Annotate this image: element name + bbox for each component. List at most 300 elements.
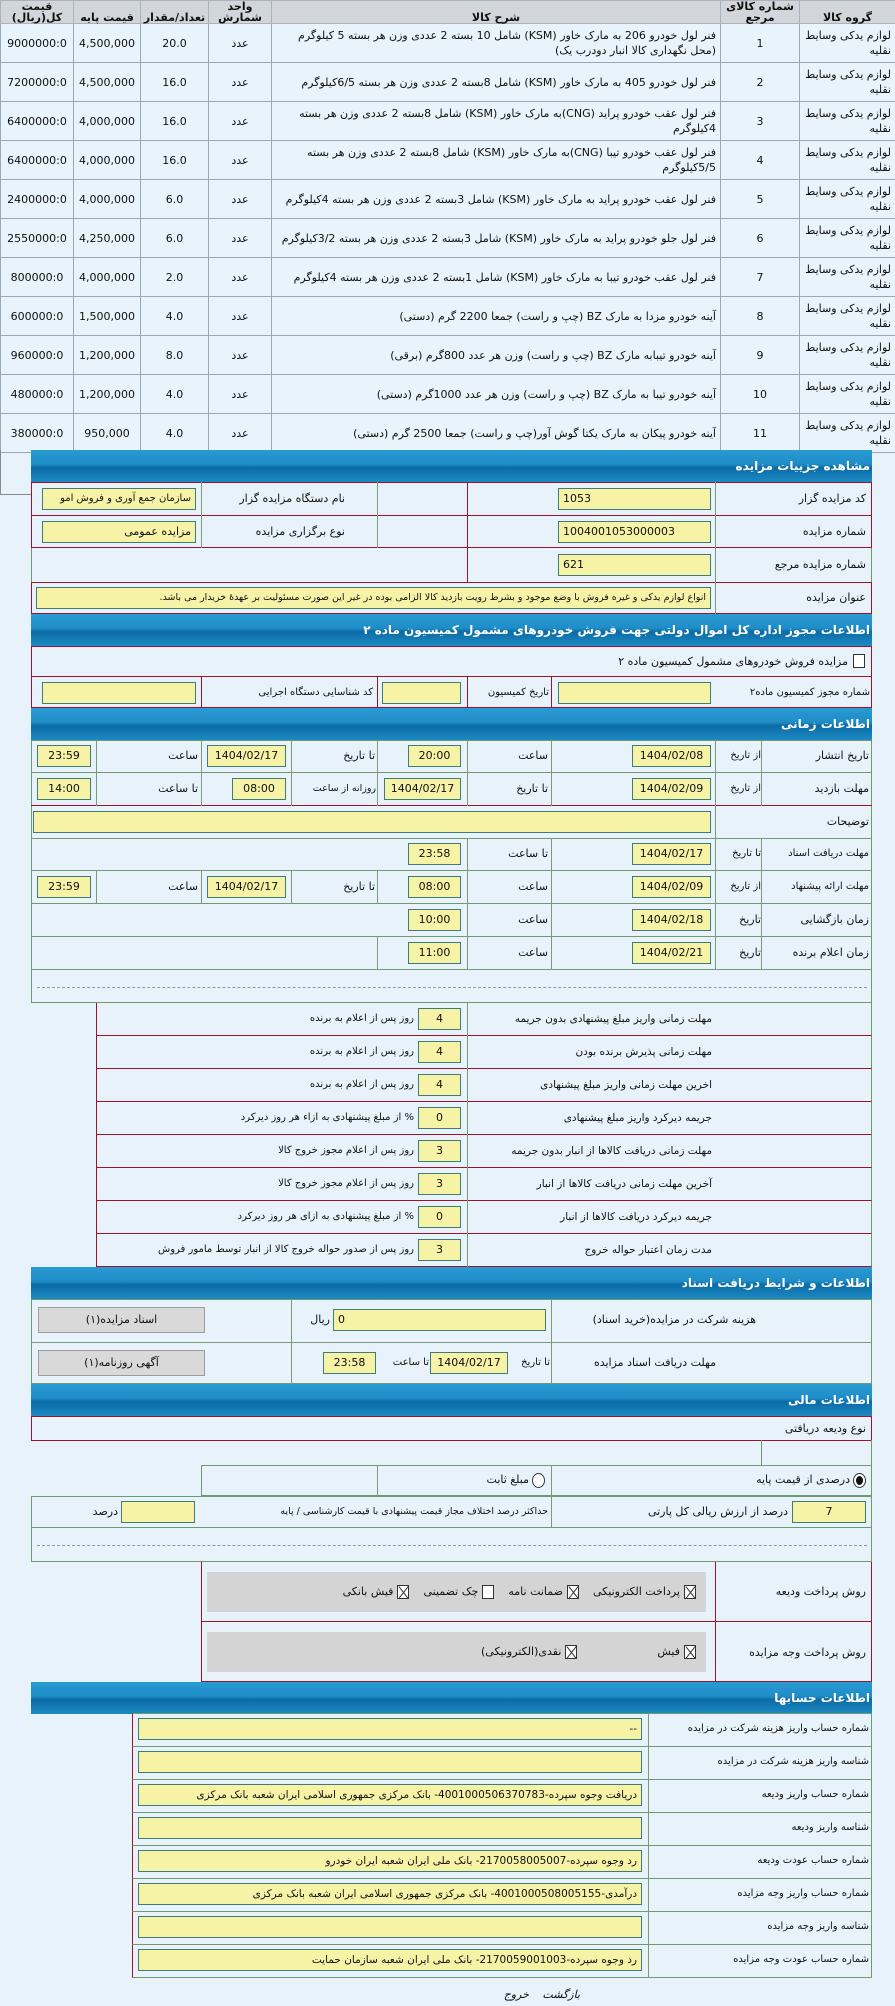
group-cell: لوازم یدکی وسایط نقلیه <box>800 258 895 297</box>
group-cell: لوازم یدکی وسایط نقلیه <box>800 141 895 180</box>
publish-time-label: ساعت <box>518 749 548 762</box>
description-cell: فنر لول جلو خودرو پراید به مارک خاور (KSM) شامل 3بسته 2 عددی وزن هر بسته 3/2کیلوگرم <box>272 219 721 258</box>
checkbox-option[interactable] <box>481 1641 577 1663</box>
table-row <box>1 102 895 141</box>
newspaper-ad-button[interactable]: آگهی روزنامه(۱) <box>38 1350 205 1376</box>
col-unit: واحد شمارش <box>209 1 272 24</box>
offer-to-field[interactable]: 1404/02/17 <box>207 876 286 898</box>
divider <box>467 740 468 806</box>
agency-id-label: کد شناسایی دستگاه اجرایی <box>258 687 373 698</box>
ref-cell: 9 <box>721 336 800 375</box>
fee-field[interactable]: 0 <box>333 1309 546 1331</box>
visit-daily-to-label: تا ساعت <box>158 782 198 795</box>
account-label: شناسه واریز وجه مزایده <box>767 1921 869 1932</box>
ref-cell: 1 <box>721 24 800 63</box>
deadline-value-field[interactable]: 3 <box>418 1173 461 1195</box>
deposit-methods-list <box>217 1581 696 1603</box>
divider <box>551 677 552 708</box>
quantity-cell: 16.0 <box>141 63 209 102</box>
deadline-suffix: روز پس از صدور حواله خروج کالا از انبار توسط مامور فروش <box>158 1244 414 1255</box>
permit-number-field[interactable] <box>558 682 711 704</box>
description-cell: فنر لول عقب خودرو تیبا به مارک خاور (KSM) شامل 1بسته 2 عددی وزن هر بسته 4کیلوگرم <box>272 258 721 297</box>
total-price-cell: 6400000:0 <box>1 102 74 141</box>
divider <box>377 677 378 708</box>
base-price-cell: 4,500,000 <box>74 24 141 63</box>
deadline-label: مهلت زمانی واریز مبلغ پیشنهادی بدون جریمه <box>514 1013 712 1025</box>
account-field[interactable] <box>138 1817 642 1839</box>
auctioneer-code-field[interactable]: 1053 <box>558 488 711 510</box>
fee-label: هزینه شرکت در مزایده(خرید اسناد) <box>592 1313 756 1326</box>
offer-time-label: ساعت <box>518 880 548 893</box>
commission-checkbox[interactable] <box>853 654 865 668</box>
deadline-label: مدت زمان اعتبار حواله خروج <box>584 1244 712 1256</box>
total-price-cell: 960000:0 <box>1 336 74 375</box>
deposit-methods-label: روش پرداخت ودیعه <box>775 1585 866 1598</box>
opening-time-field[interactable]: 10:00 <box>408 909 461 931</box>
winner-label: زمان اعلام برنده <box>792 946 869 959</box>
deadline-value-field[interactable]: 4 <box>418 1008 461 1030</box>
table-row <box>1 258 895 297</box>
total-price-cell: 380000:0 <box>1 414 74 453</box>
table-row <box>1 180 895 219</box>
unit-cell: عدد <box>209 63 272 102</box>
divider <box>648 1878 649 1911</box>
quantity-cell: 2.0 <box>141 258 209 297</box>
subject-field[interactable]: انواع لوازم یدکی و غیره فروش با وضع موجود و بشرط رویت بازدید کالا الزامی بوده در غیر این صورت مسئولیت بر عهدهٔ خریدار می باشد. <box>36 587 711 609</box>
base-price-cell: 4,000,000 <box>74 141 141 180</box>
account-label: شناسه واریز هزینه شرکت در مزایده <box>717 1756 869 1767</box>
agency-id-field[interactable] <box>42 682 196 704</box>
divider <box>761 838 762 970</box>
divider <box>551 1465 552 1496</box>
docs-time-field[interactable]: 23:58 <box>323 1352 376 1374</box>
payment-methods-list <box>217 1641 696 1663</box>
quantity-cell: 6.0 <box>141 180 209 219</box>
ref-cell: 4 <box>721 141 800 180</box>
deadline-value-field[interactable]: 3 <box>418 1140 461 1162</box>
ref-cell: 5 <box>721 180 800 219</box>
account-field[interactable] <box>138 1916 642 1938</box>
deadline-suffix: روز پس از اعلام به برنده <box>309 1013 414 1024</box>
docs-to-date-label: تا تاریخ <box>521 1357 550 1368</box>
offer-time-field[interactable]: 08:00 <box>408 876 461 898</box>
group-cell: لوازم یدکی وسایط نقلیه <box>800 297 895 336</box>
reference-number-label: شماره مزایده مرجع <box>774 558 866 571</box>
quantity-cell: 16.0 <box>141 102 209 141</box>
reference-number-field[interactable]: 621 <box>558 554 711 576</box>
description-cell: آینه خودرو مزدا به مارک BZ (چپ و راست) جمعا 2200 گرم (دستی) <box>272 297 721 336</box>
docs-time-label: تا ساعت <box>392 1357 429 1368</box>
group-cell: لوازم یدکی وسایط نقلیه <box>800 63 895 102</box>
section-header-details: مشاهده جزییات مزایده <box>31 450 872 482</box>
table-row <box>1 336 895 375</box>
divider <box>467 1102 468 1135</box>
quantity-cell: 6.0 <box>141 219 209 258</box>
divider <box>551 838 552 970</box>
total-price-cell: 480000:0 <box>1 375 74 414</box>
account-label: شماره حساب واریز ودیعه <box>761 1789 869 1800</box>
unit-cell: عدد <box>209 180 272 219</box>
deadline-value-field[interactable]: 0 <box>418 1206 461 1228</box>
account-label: شناسه واریز ودیعه <box>791 1822 869 1833</box>
checkbox-icon[interactable] <box>482 1585 494 1599</box>
offer-from-label: از تاریخ <box>730 881 761 892</box>
group-cell: لوازم یدکی وسایط نقلیه <box>800 336 895 375</box>
publish-time2-label: ساعت <box>168 749 198 762</box>
deadline-suffix: روز پس از اعلام مجوز خروج کالا <box>278 1145 414 1156</box>
base-price-cell: 1,500,000 <box>74 297 141 336</box>
base-price-cell: 4,000,000 <box>74 102 141 141</box>
checkbox-option[interactable] <box>423 1581 494 1603</box>
group-cell: لوازم یدکی وسایط نقلیه <box>800 180 895 219</box>
total-price-cell: 2550000:0 <box>1 219 74 258</box>
publish-time-field[interactable]: 20:00 <box>408 745 461 767</box>
percent-radio-label: درصدی از قیمت پایه <box>756 1473 850 1486</box>
divider <box>648 1845 649 1878</box>
ref-cell: 10 <box>721 375 800 414</box>
docs-to-date-field[interactable]: 1404/02/17 <box>430 1352 508 1374</box>
subject-label: عنوان مزایده <box>806 591 866 604</box>
description-cell: فنر لول عقب خودرو پراید (CNG)به مارک خاور (KSM) شامل 8بسته 2 عددی وزن هر بسته 4کیلوگرم <box>272 102 721 141</box>
notes-label: توضیحات <box>826 815 869 828</box>
divider <box>377 1465 378 1496</box>
deadline-suffix: % از مبلغ پیشنهادی به ازاء هر روز دیرکرد <box>240 1112 414 1123</box>
publish-label: تاریخ انتشار <box>815 749 869 762</box>
deposit-methods-box <box>207 1572 706 1612</box>
total-price-cell: 2400000:0 <box>1 180 74 219</box>
percent-radio[interactable] <box>853 1473 866 1488</box>
base-price-cell: 4,000,000 <box>74 180 141 219</box>
visit-daily-from-field[interactable]: 08:00 <box>232 778 286 800</box>
divider <box>467 1234 468 1267</box>
description-cell: آینه خودرو تیبابه مارک BZ (چپ و راست) وزن هر عدد 800گرم (برقی) <box>272 336 721 375</box>
col-group: گروه کالا <box>800 1 895 24</box>
divider <box>761 740 762 806</box>
deadline-value-field[interactable]: 4 <box>418 1074 461 1096</box>
publish-from-field[interactable]: 1404/02/08 <box>632 745 711 767</box>
deposit-type-label: نوع ودیعه دریافتی <box>784 1422 866 1435</box>
auction-number-label: شماره مزایده <box>802 525 866 538</box>
auction-type-label: نوع برگزاری مزایده <box>255 525 345 538</box>
deadline-value-field[interactable]: 4 <box>418 1041 461 1063</box>
visit-daily-to-field[interactable]: 14:00 <box>37 778 91 800</box>
fixed-amount-radio-label: مبلغ ثابت <box>486 1473 529 1486</box>
docs-to-label: تا تاریخ <box>732 848 761 859</box>
unit-cell: عدد <box>209 375 272 414</box>
account-field[interactable]: درآمدی-4001000508005155- بانک مرکزی جمهوری اسلامی ایران شعبه بانک مرکزی <box>138 1883 642 1905</box>
description-cell: فنر لول خودرو 405 به مارک خاور (KSM) شامل 8بسته 2 عددی وزن هر بسته 6/5کیلوگرم <box>272 63 721 102</box>
table-row <box>1 24 895 63</box>
group-cell: لوازم یدکی وسایط نقلیه <box>800 24 895 63</box>
deadline-label: مهلت زمانی پذیرش برنده بودن <box>575 1046 712 1058</box>
blank-cell <box>761 1440 872 1466</box>
divider <box>96 740 97 806</box>
divider <box>377 937 378 970</box>
section-header-accounts: اطلاعات حسابها <box>31 1682 872 1714</box>
checkbox-icon[interactable] <box>684 1585 696 1599</box>
notes-field[interactable] <box>33 811 711 833</box>
checkbox-label: پرداخت الکترونیکی <box>593 1585 680 1598</box>
offer-time2-field[interactable]: 23:59 <box>37 876 91 898</box>
divider <box>467 482 468 582</box>
opening-label: زمان بازگشایی <box>800 913 869 926</box>
base-price-cell: 1,200,000 <box>74 336 141 375</box>
col-qty: تعداد/مقدار <box>141 1 209 24</box>
col-desc: شرح کالا <box>272 1 721 24</box>
description-cell: آینه خودرو پیکان به مارک یکتا گوش آور(چپ و راست) جمعا 2500 گرم (دستی) <box>272 414 721 453</box>
divider <box>648 1746 649 1779</box>
commission-date-label: تاریخ کمیسیون <box>487 687 549 698</box>
group-cell: لوازم یدکی وسایط نقلیه <box>800 414 895 453</box>
checkbox-icon[interactable] <box>565 1645 577 1659</box>
opening-date-label: تاریخ <box>739 913 761 926</box>
divider <box>291 871 292 904</box>
quantity-cell: 4.0 <box>141 414 209 453</box>
docs-time-field[interactable]: 23:58 <box>408 843 461 865</box>
checkbox-label: ضمانت نامه <box>508 1585 563 1598</box>
checkbox-label: فیش <box>657 1645 680 1658</box>
divider <box>551 1496 552 1528</box>
percent-suffix: درصد از ارزش ریالی کل پارتی <box>647 1505 788 1518</box>
description-cell: فنر لول خودرو 206 به مارک خاور (KSM) شامل 10 بسته 2 عددی وزن هر بسته 5 کیلوگرم (محل نگهداری کالا انبار دودرب یک) <box>272 24 721 63</box>
total-price-cell: 9000000:0 <box>1 24 74 63</box>
visit-from-label: از تاریخ <box>730 783 761 794</box>
docs-time-label: تا ساعت <box>508 847 548 860</box>
ref-cell: 6 <box>721 219 800 258</box>
ref-cell: 11 <box>721 414 800 453</box>
quantity-cell: 4.0 <box>141 375 209 414</box>
checkbox-icon[interactable] <box>567 1585 579 1599</box>
dashed-separator <box>37 987 867 988</box>
checkbox-option[interactable] <box>508 1581 579 1603</box>
winner-date-label: تاریخ <box>739 946 761 959</box>
checkbox-icon[interactable] <box>684 1645 696 1659</box>
unit-cell: عدد <box>209 102 272 141</box>
divider <box>96 871 97 904</box>
winner-time-label: ساعت <box>518 946 548 959</box>
opening-date-field[interactable]: 1404/02/18 <box>632 909 711 931</box>
auctioneer-code-label: کد مزایده گزار <box>798 492 866 505</box>
section-header-documents: اطلاعات و شرایط دریافت اسناد <box>31 1267 872 1299</box>
ref-cell: 8 <box>721 297 800 336</box>
visit-to-field[interactable]: 1404/02/17 <box>384 778 461 800</box>
divider <box>201 677 202 708</box>
divider <box>648 1812 649 1845</box>
unit-cell: عدد <box>209 141 272 180</box>
divider <box>377 740 378 806</box>
deadline-suffix: روز پس از اعلام به برنده <box>309 1046 414 1057</box>
divider <box>648 1713 649 1746</box>
section-header-timing: اطلاعات زمانی <box>31 708 872 740</box>
checkbox-label: نقدی(الکترونیکی) <box>480 1645 562 1658</box>
base-price-cell: 4,500,000 <box>74 63 141 102</box>
max-diff-unit: درصد <box>92 1505 118 1518</box>
description-cell: فنر لول عقب خودرو پراید به مارک خاور (KSM) شامل 3بسته 2 عددی وزن هر بسته 4کیلوگرم <box>272 180 721 219</box>
deadline-suffix: روز پس از اعلام مجوز خروج کالا <box>278 1178 414 1189</box>
payment-methods-label: روش پرداخت وجه مزایده <box>749 1646 866 1659</box>
checkbox-option[interactable] <box>593 1581 696 1603</box>
ref-cell: 3 <box>721 102 800 141</box>
account-field[interactable]: -- <box>138 1718 642 1740</box>
unit-cell: عدد <box>209 219 272 258</box>
divider <box>648 1911 649 1944</box>
divider <box>201 740 202 806</box>
docs-deadline-label: مهلت دریافت اسناد مزایده <box>593 1356 716 1369</box>
quantity-cell: 16.0 <box>141 141 209 180</box>
permit-number-label: شماره مجوز کمیسیون ماده۲ <box>749 687 870 698</box>
account-label: شماره حساب عودت وجه مزایده <box>733 1954 869 1965</box>
section-header-financial: اطلاعات مالی <box>31 1384 872 1416</box>
table-row <box>1 63 895 102</box>
unit-cell: عدد <box>209 414 272 453</box>
commission-checkbox-label: مزایده فروش خودروهای مشمول کمیسیون ماده ۲ <box>618 655 848 668</box>
ref-cell: 7 <box>721 258 800 297</box>
dashed-separator <box>37 1545 867 1546</box>
visit-from-field[interactable]: 1404/02/09 <box>632 778 711 800</box>
account-field[interactable]: رد وجوه سپرده-2170059001003- بانک ملی ایران شعبه سازمان حمایت <box>138 1949 642 1971</box>
unit-cell: عدد <box>209 336 272 375</box>
deadline-value-field[interactable]: 0 <box>418 1107 461 1129</box>
table-row <box>1 141 895 180</box>
table-row <box>1 375 895 414</box>
account-field[interactable] <box>138 1751 642 1773</box>
divider <box>551 1299 552 1384</box>
exit-link[interactable]: خروج <box>503 1988 529 2001</box>
unit-cell: عدد <box>209 258 272 297</box>
divider <box>291 1299 292 1384</box>
base-price-cell: 4,000,000 <box>74 258 141 297</box>
docs-to-field[interactable]: 1404/02/17 <box>632 843 711 865</box>
back-link[interactable]: بازگشت <box>542 1988 580 2001</box>
auction-number-field[interactable]: 1004001053000003 <box>558 521 711 543</box>
col-base-price: قیمت پایه <box>74 1 141 24</box>
account-label: شماره حساب واریز هزینه شرکت در مزایده <box>687 1723 869 1734</box>
docs-deadline-label: مهلت دریافت اسناد <box>788 848 869 859</box>
visit-label: مهلت بازدید <box>814 782 869 795</box>
deadline-label: جریمه دیرکرد واریز مبلغ پیشنهادی <box>563 1112 712 1124</box>
publish-to-label: تا تاریخ <box>343 749 375 762</box>
divider <box>467 838 468 970</box>
divider <box>648 1944 649 1977</box>
divider <box>467 1036 468 1069</box>
divider <box>31 1342 872 1343</box>
table-row <box>1 219 895 258</box>
divider <box>467 1201 468 1234</box>
auctioneer-name-field[interactable]: سازمان جمع آوری و فروش امو <box>42 488 196 510</box>
visit-to-label: تا تاریخ <box>516 782 548 795</box>
divider <box>715 482 716 614</box>
publish-time2-field[interactable]: 23:59 <box>37 745 91 767</box>
group-cell: لوازم یدکی وسایط نقلیه <box>800 219 895 258</box>
total-price-cell: 7200000:0 <box>1 63 74 102</box>
percent-field[interactable]: 7 <box>792 1501 866 1523</box>
base-price-cell: 4,250,000 <box>74 219 141 258</box>
unit-cell: عدد <box>209 297 272 336</box>
deadline-suffix: % از مبلغ پیشنهادی به ازای هر روز دیرکرد <box>237 1211 414 1222</box>
divider <box>467 1003 468 1036</box>
offer-label: مهلت ارائه پیشنهاد <box>791 881 869 892</box>
total-price-cell: 600000:0 <box>1 297 74 336</box>
account-label: شماره حساب واریز وجه مزایده <box>737 1888 869 1899</box>
divider <box>467 1069 468 1102</box>
visit-daily-from-label: روزانه از ساعت <box>312 783 376 794</box>
max-diff-label: حداکثر درصد اختلاف مجاز قیمت پیشنهادی با قیمت کارشناسی / پایه <box>280 1506 548 1517</box>
checkbox-label: فیش بانکی <box>342 1585 394 1598</box>
divider <box>467 677 468 708</box>
base-price-cell: 950,000 <box>74 414 141 453</box>
publish-to-field[interactable]: 1404/02/17 <box>207 745 286 767</box>
quantity-cell: 4.0 <box>141 297 209 336</box>
checkbox-label: چک تضمینی <box>423 1585 479 1598</box>
table-row <box>1 297 895 336</box>
fixed-amount-radio[interactable] <box>532 1473 545 1488</box>
offer-time2-label: ساعت <box>168 880 198 893</box>
checkbox-option[interactable] <box>657 1641 696 1663</box>
deadline-label: جریمه دیرکرد دریافت کالاها از انبار <box>560 1211 712 1223</box>
deadline-value-field[interactable]: 3 <box>418 1239 461 1261</box>
items-table <box>0 0 895 453</box>
payment-methods-box <box>207 1632 706 1672</box>
winner-date-field[interactable]: 1404/02/21 <box>632 942 711 964</box>
unit-cell: عدد <box>209 24 272 63</box>
fee-unit: ریال <box>310 1313 330 1326</box>
quantity-cell: 8.0 <box>141 336 209 375</box>
divider <box>648 1779 649 1812</box>
total-price-cell: 800000:0 <box>1 258 74 297</box>
divider <box>377 482 378 548</box>
deadline-suffix: روز پس از اعلام به برنده <box>309 1079 414 1090</box>
winner-time-field[interactable]: 11:00 <box>408 942 461 964</box>
auction-type-field[interactable]: مزایده عمومی <box>42 521 196 543</box>
account-field[interactable]: رد وجوه سپرده-2170058005007- بانک ملی ایران شعبه ایران خودرو <box>138 1850 642 1872</box>
publish-from-label: از تاریخ <box>730 750 761 761</box>
account-label: شماره حساب عودت ودیعه <box>757 1855 869 1866</box>
ref-cell: 2 <box>721 63 800 102</box>
base-price-cell: 1,200,000 <box>74 375 141 414</box>
max-diff-field[interactable] <box>121 1501 195 1523</box>
total-price-cell: 6400000:0 <box>1 141 74 180</box>
checkbox-icon[interactable] <box>397 1585 409 1599</box>
deadline-label: آخرین مهلت زمانی دریافت کالاها از انبار <box>536 1178 712 1190</box>
quantity-cell: 20.0 <box>141 24 209 63</box>
group-cell: لوازم یدکی وسایط نقلیه <box>800 375 895 414</box>
auctioneer-name-label: نام دستگاه مزایده گزار <box>239 492 345 505</box>
divider <box>551 740 552 806</box>
offer-from-field[interactable]: 1404/02/09 <box>632 876 711 898</box>
offer-to-label: تا تاریخ <box>343 880 375 893</box>
opening-time-label: ساعت <box>518 913 548 926</box>
divider <box>467 1168 468 1201</box>
group-cell: لوازم یدکی وسایط نقلیه <box>800 102 895 141</box>
divider <box>201 871 202 904</box>
deadline-label: اخرین مهلت زمانی واریز مبلغ پیشنهادی <box>540 1079 712 1091</box>
divider <box>377 871 378 904</box>
description-cell: فنر لول عقب خودرو تیبا (CNG)به مارک خاور (KSM) شامل 8بسته 2 عددی وزن هر بسته 5/5کیلوگرم <box>272 141 721 180</box>
section-header-commission: اطلاعات مجوز اداره کل اموال دولتی جهت فروش خودروهای مشمول کمیسیون ماده ۲ <box>31 614 872 646</box>
table-row <box>1 414 895 453</box>
auction-documents-button[interactable]: اسناد مزایده(۱) <box>38 1307 205 1333</box>
checkbox-option[interactable] <box>343 1581 410 1603</box>
items-table-header <box>1 1 895 24</box>
description-cell: آینه خودرو تیبا به مارک BZ (چپ و راست) وزن هر عدد 1000گرم (دستی) <box>272 375 721 414</box>
divider <box>467 1135 468 1168</box>
divider <box>201 482 202 548</box>
account-field[interactable]: دریافت وجوه سپرده-4001000506370783- بانک مرکزی جمهوری اسلامی ایران شعبه بانک مرکزی <box>138 1784 642 1806</box>
col-total: قیمت کل(ریال) <box>1 1 74 24</box>
commission-date-field[interactable] <box>382 682 461 704</box>
deadline-label: مهلت زمانی دریافت کالاها از انبار بدون جریمه <box>511 1145 712 1157</box>
col-ref: شماره کالای مرجع <box>721 1 800 24</box>
